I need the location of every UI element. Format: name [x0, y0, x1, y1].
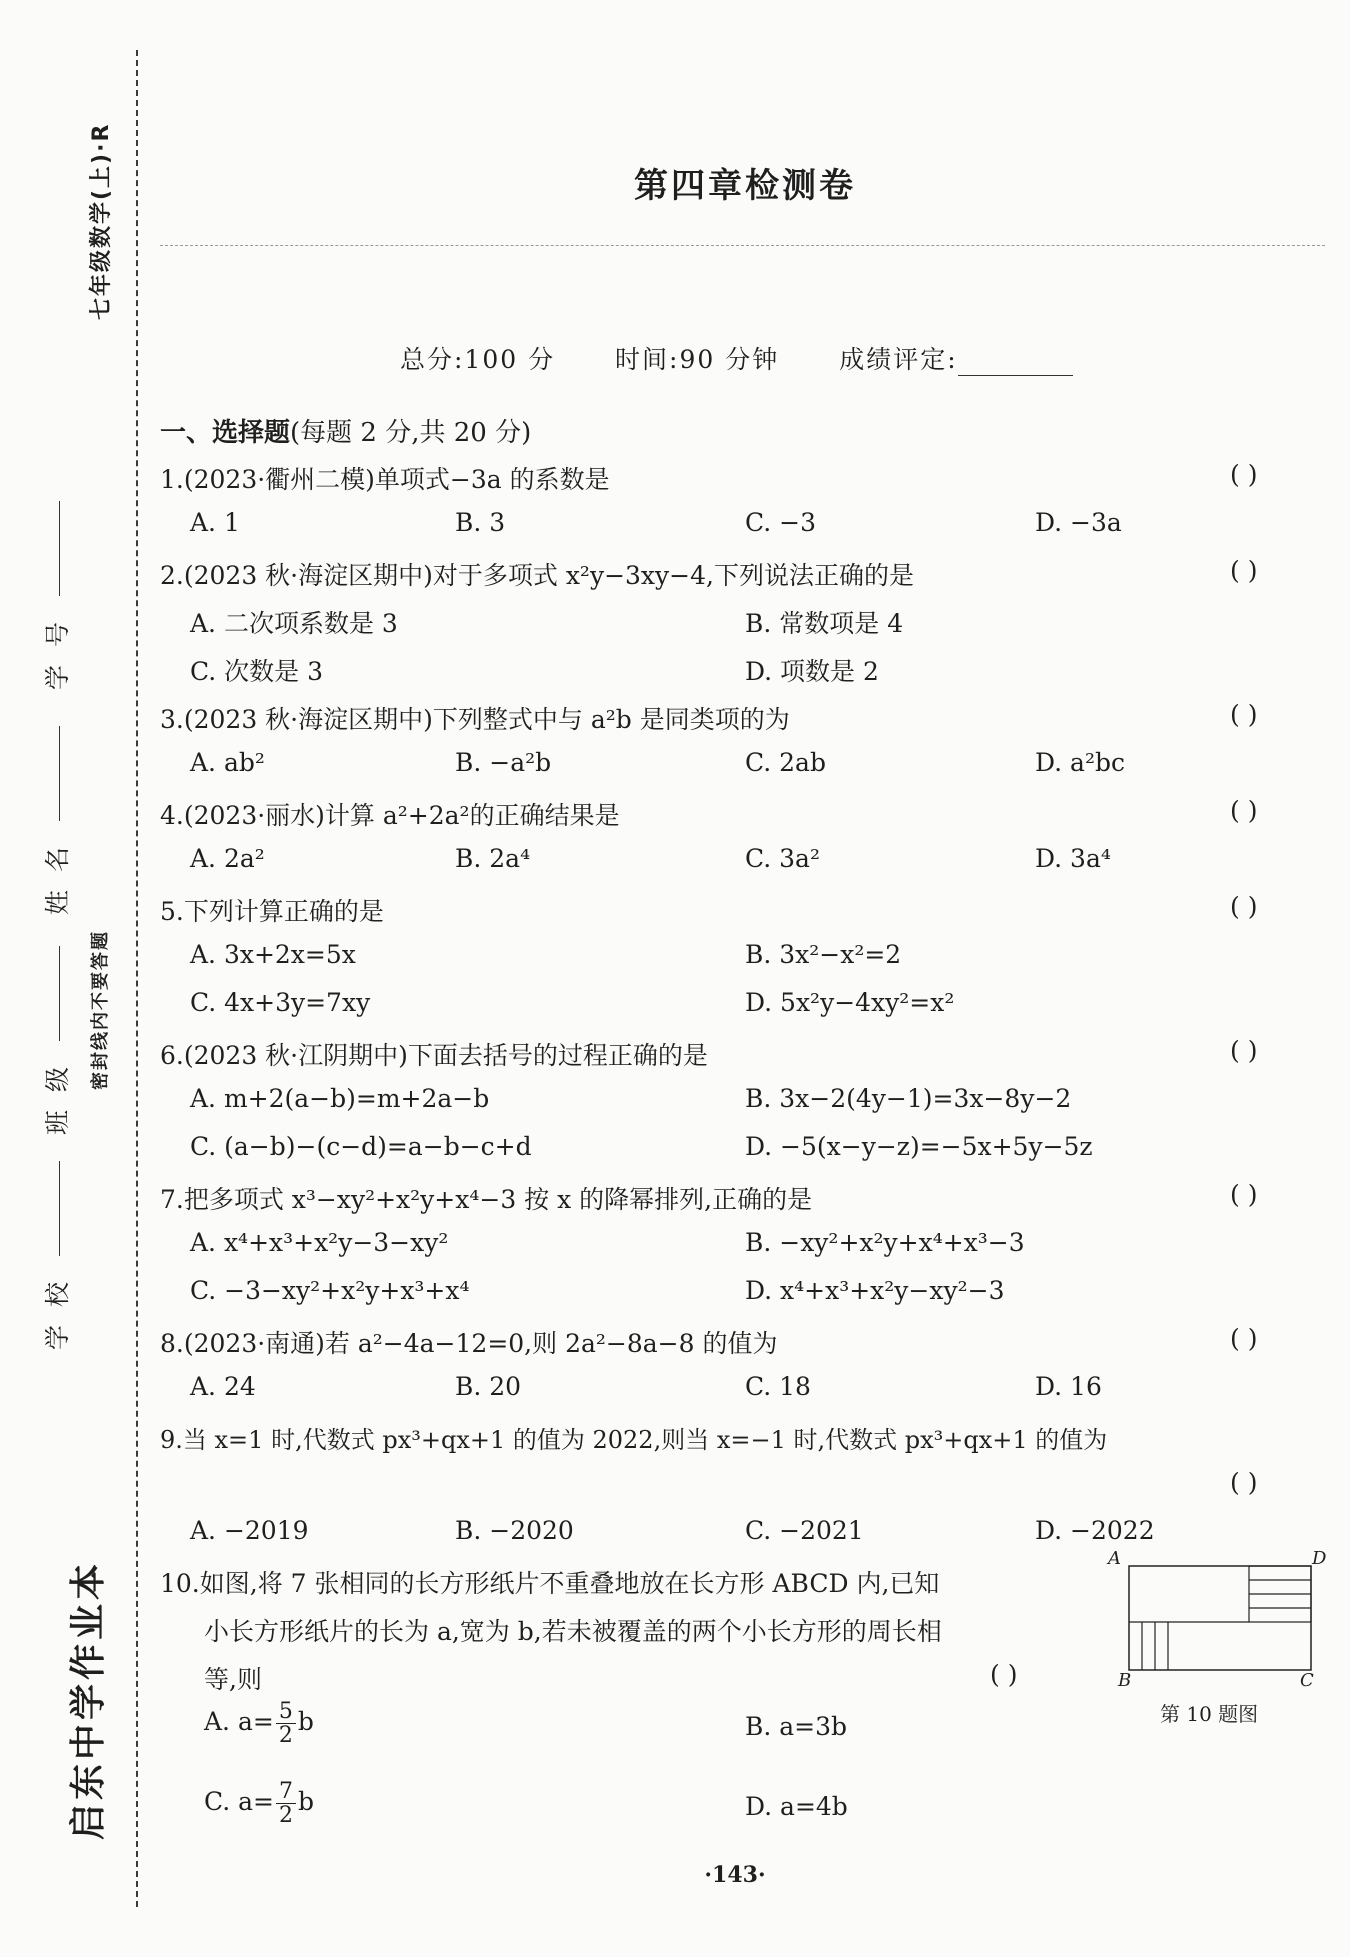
q2-option-a[interactable]: A. 二次项系数是 3	[190, 609, 398, 638]
question-10-stem-line-1: 10.如图,将 7 张相同的长方形纸片不重叠地放在长方形 ABCD 内,已知	[160, 1569, 940, 1598]
answer-bracket-5[interactable]: ( )	[1230, 892, 1258, 921]
answer-bracket-10[interactable]: ( )	[990, 1660, 1018, 1689]
q9-option-c[interactable]: C. −2021	[745, 1516, 864, 1545]
answer-bracket-4[interactable]: ( )	[1230, 796, 1258, 825]
q4-option-c[interactable]: C. 3a²	[745, 844, 820, 873]
figure-label-d: D	[1312, 1548, 1327, 1569]
fraction-7-2: $\frac{7}{2}$	[276, 1780, 296, 1827]
name-field[interactable]	[38, 726, 74, 915]
q10-option-d[interactable]: D. a=4b	[745, 1792, 848, 1821]
q3-option-a[interactable]: A. ab²	[190, 748, 265, 777]
title-divider	[160, 245, 1325, 246]
q1-option-b[interactable]: B. 3	[455, 508, 506, 537]
brand-label: 启东中学作业本	[68, 1559, 109, 1840]
question-3-stem: 3.(2023 秋·海淀区期中)下列整式中与 a²b 是同类项的为	[160, 705, 790, 734]
page-number: ·143·	[704, 1862, 766, 1888]
q7-option-d[interactable]: D. x⁴+x³+x²y−xy²−3	[745, 1276, 1005, 1305]
q6-option-c[interactable]: C. (a−b)−(c−d)=a−b−c+d	[190, 1132, 532, 1161]
q6-option-a[interactable]: A. m+2(a−b)=m+2a−b	[190, 1084, 490, 1113]
student-id-label: 学号	[43, 603, 72, 690]
figure-label-b: B	[1118, 1670, 1132, 1691]
q6-option-d[interactable]: D. −5(x−y−z)=−5x+5y−5z	[745, 1132, 1093, 1161]
q7-option-c[interactable]: C. −3−xy²+x²y+x³+x⁴	[190, 1276, 470, 1305]
q1-option-c[interactable]: C. −3	[745, 508, 816, 537]
question-8-stem: 8.(2023·南通)若 a²−4a−12=0,则 2a²−8a−8 的值为	[160, 1329, 778, 1358]
question-10-stem-line-3: 等,则	[204, 1665, 262, 1694]
class-field[interactable]	[38, 946, 74, 1135]
q10-option-c-tail: b	[297, 1787, 314, 1817]
q10-option-c-prefix: C. a=	[204, 1787, 274, 1817]
q8-option-a[interactable]: A. 24	[190, 1372, 256, 1401]
q10-option-b[interactable]: B. a=3b	[745, 1712, 848, 1741]
q5-option-a[interactable]: A. 3x+2x=5x	[190, 940, 356, 969]
question-10-stem-line-2: 小长方形纸片的长为 a,宽为 b,若未被覆盖的两个小长方形的周长相	[204, 1617, 942, 1646]
question-1-stem: 1.(2023·衢州二模)单项式−3a 的系数是	[160, 465, 610, 494]
school-field[interactable]	[38, 1161, 74, 1350]
answer-bracket-9[interactable]: ( )	[1230, 1468, 1258, 1497]
q1-option-a[interactable]: A. 1	[190, 508, 240, 537]
q8-option-c[interactable]: C. 18	[745, 1372, 811, 1401]
q8-option-b[interactable]: B. 20	[455, 1372, 522, 1401]
grade-blank[interactable]	[958, 375, 1073, 376]
q2-option-c[interactable]: C. 次数是 3	[190, 657, 323, 686]
figure-caption: 第 10 题图	[1160, 1702, 1259, 1726]
q10-option-a-tail: b	[297, 1707, 314, 1737]
page-title: 第四章检测卷	[634, 166, 856, 206]
q10-option-c[interactable]	[204, 1780, 314, 1827]
question-9-stem: 9.当 x=1 时,代数式 px³+qx+1 的值为 2022,则当 x=−1 时,代数式 px³+qx+1 的值为	[160, 1426, 1108, 1454]
answer-bracket-1[interactable]: ( )	[1230, 460, 1258, 489]
question-6-stem: 6.(2023 秋·江阴期中)下面去括号的过程正确的是	[160, 1041, 708, 1070]
q4-option-d[interactable]: D. 3a⁴	[1035, 844, 1111, 873]
q2-option-b[interactable]: B. 常数项是 4	[745, 609, 904, 638]
name-label: 姓名	[43, 828, 72, 915]
score-line	[400, 340, 1123, 376]
series-label: 七年级数学(上)·R	[89, 122, 114, 320]
time-limit: 时间:90 分钟	[615, 345, 780, 374]
class-label: 班级	[43, 1048, 72, 1135]
answer-bracket-7[interactable]: ( )	[1230, 1180, 1258, 1209]
section-heading	[160, 412, 531, 449]
fraction-5-2: $\frac{5}{2}$	[276, 1700, 296, 1747]
school-label: 学校	[43, 1263, 72, 1350]
question-7-stem: 7.把多项式 x³−xy²+x²y+x⁴−3 按 x 的降幂排列,正确的是	[160, 1185, 813, 1214]
q5-option-c[interactable]: C. 4x+3y=7xy	[190, 988, 371, 1017]
q8-option-d[interactable]: D. 16	[1035, 1372, 1102, 1401]
q6-option-b[interactable]: B. 3x−2(4y−1)=3x−8y−2	[745, 1084, 1072, 1113]
q10-option-a-prefix: A. a=	[204, 1707, 274, 1737]
q9-option-b[interactable]: B. −2020	[455, 1516, 574, 1545]
q9-option-d[interactable]: D. −2022	[1035, 1516, 1155, 1545]
q3-option-b[interactable]: B. −a²b	[455, 748, 552, 777]
question-5-stem: 5.下列计算正确的是	[160, 897, 384, 926]
question-2-stem: 2.(2023 秋·海淀区期中)对于多项式 x²y−3xy−4,下列说法正确的是	[160, 561, 914, 590]
answer-bracket-6[interactable]: ( )	[1230, 1036, 1258, 1065]
question-4-stem: 4.(2023·丽水)计算 a²+2a²的正确结果是	[160, 801, 620, 830]
q10-rectangle-figure	[1125, 1562, 1315, 1674]
figure-label-c: C	[1300, 1670, 1314, 1691]
q1-option-d[interactable]: D. −3a	[1035, 508, 1122, 537]
q3-option-d[interactable]: D. a²bc	[1035, 748, 1125, 777]
figure-label-a: A	[1108, 1548, 1121, 1569]
q9-option-a[interactable]: A. −2019	[190, 1516, 309, 1545]
q4-option-a[interactable]: A. 2a²	[190, 844, 265, 873]
outer-rectangle-abcd	[1129, 1566, 1311, 1670]
grade-label: 成绩评定:	[839, 345, 958, 374]
total-score: 总分:100 分	[400, 345, 556, 374]
q7-option-b[interactable]: B. −xy²+x²y+x⁴+x³−3	[745, 1228, 1025, 1257]
q2-option-d[interactable]: D. 项数是 2	[745, 657, 879, 686]
seal-line-left	[136, 50, 138, 1907]
section-note: (每题 2 分,共 20 分)	[290, 418, 532, 448]
q5-option-d[interactable]: D. 5x²y−4xy²=x²	[745, 988, 955, 1017]
section-name: 一、选择题	[160, 418, 291, 448]
answer-bracket-2[interactable]: ( )	[1230, 556, 1258, 585]
student-id-field[interactable]	[38, 501, 74, 690]
q5-option-b[interactable]: B. 3x²−x²=2	[745, 940, 902, 969]
q3-option-c[interactable]: C. 2ab	[745, 748, 826, 777]
q4-option-b[interactable]: B. 2a⁴	[455, 844, 531, 873]
answer-bracket-3[interactable]: ( )	[1230, 700, 1258, 729]
answer-bracket-8[interactable]: ( )	[1230, 1324, 1258, 1353]
q7-option-a[interactable]: A. x⁴+x³+x²y−3−xy²	[190, 1228, 449, 1257]
seal-notice: 密封线内不要答题	[90, 930, 111, 1090]
q10-option-a[interactable]	[204, 1700, 314, 1747]
